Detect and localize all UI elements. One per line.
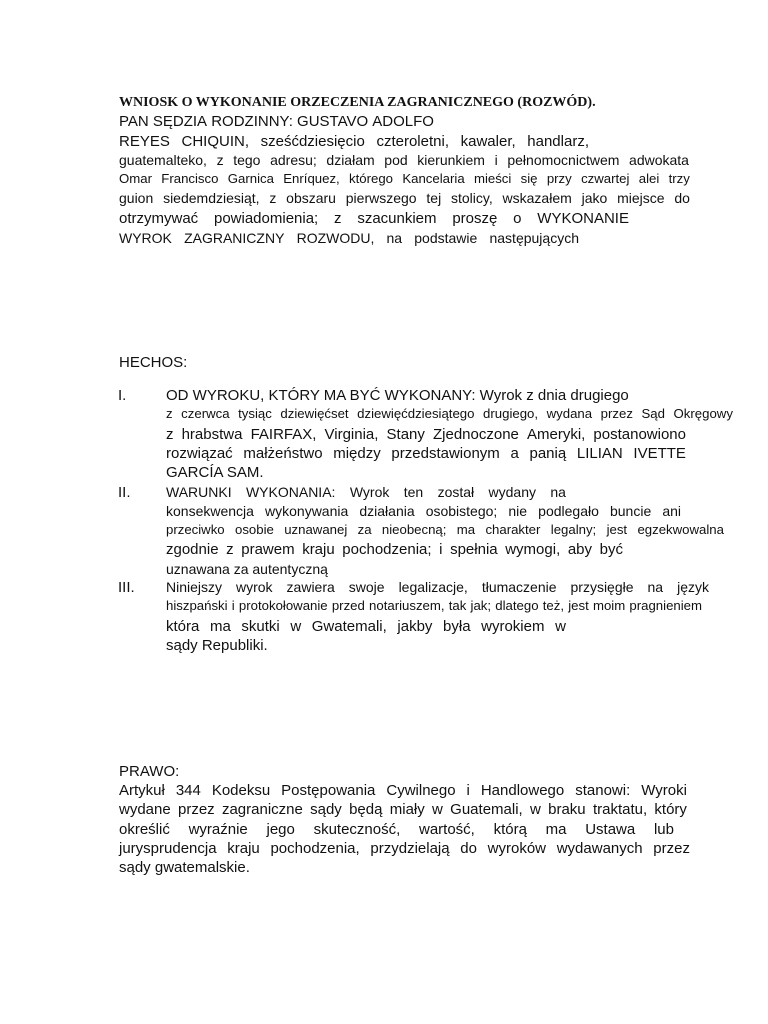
item-line: przeciwko osobie uznawanej za nieobecną; ma charakter legalny; jest egzekwowalna [166,522,724,537]
item-line: która ma skutki w Gwatemali, jakby była wyrokiem w [166,618,566,635]
item-line: OD WYROKU, KTÓRY MA BYĆ WYKONANY: Wyrok z dnia drugiego [166,387,629,404]
prawo-line: wydane przez zagraniczne sądy będą miały w Guatemali, w braku traktatu, który [119,801,687,818]
intro-line: guion siedemdziesiąt, z obszaru pierwszego tej stolicy, wskazałem jako miejsce do [119,190,690,206]
intro-line: PAN SĘDZIA RODZINNY: GUSTAVO ADOLFO [119,113,434,130]
item-line: z czerwca tysiąc dziewięćset dziewięćdziesiątego drugiego, wydana przez Sąd Okręgowy [166,406,733,421]
item-numeral: I. [118,387,127,404]
item-line: hiszpański i protokołowanie przed notariuszem, tak jak; dlatego też, jest moim pragnieniem [166,598,702,613]
item-line: uznawana za autentyczną [166,561,328,577]
prawo-line: Artykuł 344 Kodeksu Postępowania Cywilnego i Handlowego stanowi: Wyroki [119,782,687,799]
intro-line: guatemalteko, z tego adresu; działam pod kierunkiem i pełnomocnictwem adwokata [119,152,689,168]
item-numeral: II. [118,484,131,501]
hechos-heading: HECHOS: [119,354,188,371]
prawo-heading: PRAWO: [119,763,180,780]
intro-line: WYROK ZAGRANICZNY ROZWODU, na podstawie następujących [119,230,579,246]
intro-line: Omar Francisco Garnica Enríquez, którego Kancelaria mieści się przy czwartej alei trzy [119,171,690,186]
prawo-line: określić wyraźnie jego skuteczność, wartość, którą ma Ustawa lub [119,821,674,838]
prawo-line: sądy gwatemalskie. [119,859,250,876]
document-title: WNIOSK O WYKONANIE ORZECZENIA ZAGRANICZNEGO (ROZWÓD). [119,95,596,110]
item-line: rozwiązać małżeństwo między przedstawionym a panią LILIAN IVETTE [166,445,686,462]
item-line: konsekwencja wykonywania działania osobistego; nie podlegało buncie ani [166,503,681,519]
item-numeral: III. [118,579,135,596]
item-line: sądy Republiki. [166,637,268,654]
item-line: GARCÍA SAM. [166,464,264,481]
item-line: WARUNKI WYKONANIA: Wyrok ten został wydany na [166,484,566,500]
prawo-line: jurysprudencja kraju pochodzenia, przydzielają do wyroków wydawanych przez [119,840,690,857]
intro-line: REYES CHIQUIN, sześćdziesięcio czteroletni, kawaler, handlarz, [119,133,589,150]
item-line: zgodnie z prawem kraju pochodzenia; i spełnia wymogi, aby być [166,541,623,558]
item-line: Niniejszy wyrok zawiera swoje legalizacje, tłumaczenie przysięgłe na język [166,579,709,595]
item-line: z hrabstwa FAIRFAX, Virginia, Stany Zjednoczone Ameryki, postanowiono [166,426,686,443]
intro-line: otrzymywać powiadomienia; z szacunkiem proszę o WYKONANIE [119,210,629,227]
